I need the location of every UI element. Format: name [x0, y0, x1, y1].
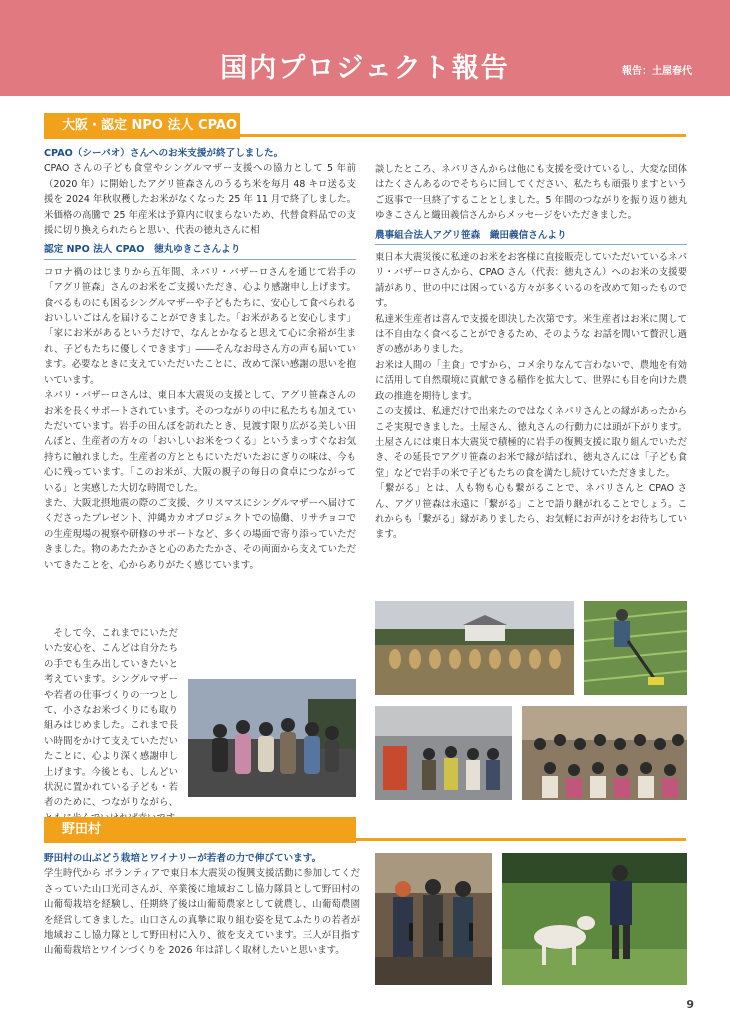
paragraph: そして今、これまでにいただいた安心を、こんどは自分たちの手でも生み出していきたいと考えています。シングルマザーや若者の仕事づくりの一つとして、小さなお米づくりにも取り組みはじめました。これまで長い時間をかけて支えていただいたことに、心より深く感謝申し上げます。今後とも、しんどい状況に置かれている子ども・若者のために、つながりながら、 [44, 628, 178, 809]
paragraph: 学生時代から ボランティアで東日本大震災の復興支援活動に参加してくださっていた山口光司さんが、卒業後に地域おこし協力隊員として野田村の山葡萄栽培を経験し、任期終了後は山葡萄農家として就農し、山葡萄農園を経営してきました。山口さんの真摯に取り組む姿を見てふたりの若者が地域おこし協力隊として野田村に入り、彼を支えています。三人が目指す山葡萄栽培とワインづくりを 2026 年は詳しく取材したいと思います。 [44, 868, 360, 957]
paragraph: ネパリ・バザーロさんは、東日本大震災の支援として、アグリ笹森さんのお米を長くサポートされています。そのつながりの中に私たちも加えていただいています。岩手の田んぼを訪れたとき、見渡す限り広がる美しい田んぼと、生産者の方々の「おいしいお米をつくる」というまっすぐなお気持ちに触れました。生産者の方とともにいただいたおにぎりの味は、今も心に残っています。「このお米が、大阪の親子の毎日の食卓につながっている」と実感した大切な時間でした。 [44, 390, 356, 494]
paragraph: 「繋がる」とは、人も物も心も繋がることで、ネパリさんと CPAO さん、アグリ笹森は永遠に「繋がる」ことで語り継がれることでしょう。これからも「繋がる」縁がありましたら、お気軽にお声がけをお待ちしています。 [375, 483, 687, 541]
page-number: 9 [686, 998, 694, 1011]
farmer-paddy-photo [584, 601, 687, 695]
paragraph: 東日本大震災後に私達のお米をお客様に直接販売していただいているネパリ・バザーロさんから、CPAO さん（代表：徳丸さん）へのお米の支援要請があり、世の中には困っている方々が多くいるのを改めて知ったものです。 [375, 252, 687, 310]
winery-trio-photo [375, 853, 492, 985]
section-rule [356, 838, 686, 841]
left-column-top [44, 146, 356, 573]
paragraph: 私達米生産者は喜んで支援を即決した次第です。米生産者はお米に関しては不自由なく食べることができるため、そのような お話を聞いて贅沢し過ぎの感がありました。 [375, 313, 687, 356]
left-column-bottom [44, 626, 356, 826]
page-header [0, 0, 730, 96]
reporter-credit: 報告：土屋春代 [622, 66, 692, 77]
page-title: 国内プロジェクト報告 [220, 53, 510, 84]
paragraph: また、大阪北摂地震の際のご支援、クリスマスにシングルマザーへ届けてくださったプレゼント、沖縄カカオプロジェクトでの協働、リサチョコでの生産現場の視察や研修のサポートなど、多くの場面で寄り添っていただきました。物のあたたかさと心のあたたかさ、その両面から支えていただいてきたことを、心からありがたく感じています。 [44, 497, 356, 571]
paragraph: コロナ禍のはじまりから五年間、ネパリ・バザーロさんを通じて岩手の「アグリ笹森」さんのお米をご支援いただき、心より感謝申し上げます。食べるものにも困るシングルマザーや子どもたちに、安心して食べられるおいしいごはんを届けることができました。「お米があると安心します」「家にお米があるというだけで、なんとかなると思えて心に余裕が生まれ、子どもたちに優しくできます」――そんなお母さん方の声も届いています。必要なときに支えていただいたことに、改めて深い感謝の思いを抱いています。 [44, 266, 356, 386]
subheading-tokumaru: 認定 NPO 法人 CPAO 徳丸ゆきこさんより [44, 242, 356, 259]
warehouse-photo [375, 706, 512, 800]
right-column [375, 162, 687, 543]
paragraph: この支援は、私達だけで出来たのではなくネパリさんとの縁があったからこそ実現できました。土屋さん、徳丸さんの行動力には頭が下がります。土屋さんには東日本大震災で積極的に岩手の復興支援に取り組んでいただき、その延長でアグリ笹森のお米で縁が結ばれ、徳丸さんには「子ども食堂」などで岩手の米で子どもたちの食を満たし続けていただきました。 [375, 406, 687, 479]
section-rule [240, 134, 686, 137]
headline-noda: 野田村の山ぶどう栽培とワイナリーが若者の力で伸びています。 [44, 853, 322, 864]
section-title-noda: 野田村 [44, 817, 356, 843]
paragraph: 談したところ、ネパリさんからは他にも支援を受けているし、大変な団体はたくさんあるのでそちらに回してください、私たちも頑張りますというご返事で一旦終了することとしました。5 年間のつながりを振り返り徳丸ゆきこさんと織田義信さんからメッセージをいただきました。 [375, 164, 687, 222]
group-photo-cpao [188, 679, 356, 797]
section-title-cpao: 大阪・認定 NPO 法人 CPAO [44, 113, 240, 139]
headline-cpao: CPAO（シーパオ）さんへのお米支援が終了しました。 [44, 148, 284, 159]
paragraph: お米は人間の「主食」ですから、コメ余りなんて言わないで、農地を有効に活用して自然環境に貢献できる稲作を拡大して、世界にも目を向けた農政の推進を期待します。 [375, 359, 687, 402]
rice-field-photo [375, 601, 574, 695]
intro-paragraph: CPAO さんの子ども食堂やシングルマザー支援への協力として 5 年前（2020 年）に開始したアグリ笹森さんのうるち米を毎月 48 キロ送る支援を 2024 年秋収穫したお米がなくなった 25 年 11 月で終了しました。米価格の高騰で 25 年産米は予算内に収まらないため、代替食料品での支援に切り換えられたらと思い、代表の徳丸さんに相 [44, 163, 356, 237]
goat-vineyard-photo [502, 853, 687, 985]
subheading-oda: 農事組合法人アグリ笹森 織田義信さんより [375, 228, 687, 245]
group-meeting-photo [522, 706, 687, 800]
noda-column [44, 851, 360, 959]
